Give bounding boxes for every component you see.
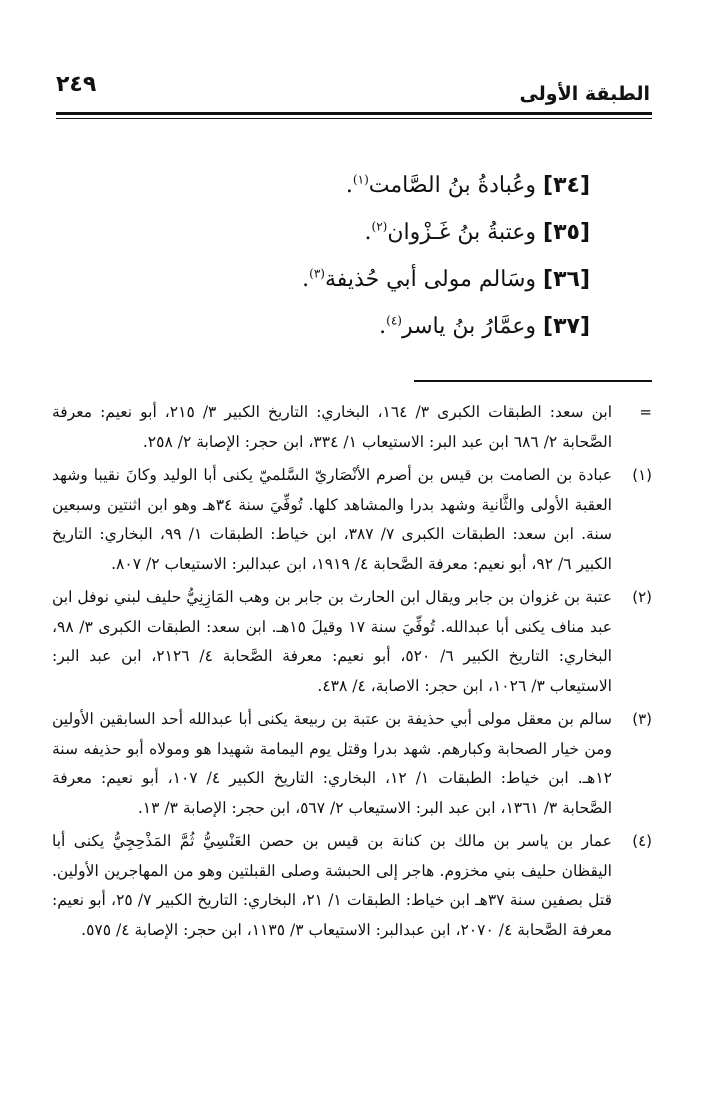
footnotes bbox=[52, 398, 652, 949]
entry-number: [٣٧] bbox=[543, 314, 590, 339]
entry-text: وعمَّارُ بنُ ياسر bbox=[401, 314, 537, 339]
footnote-ref[interactable]: (٤) bbox=[386, 313, 402, 328]
entry-number: [٣٤] bbox=[543, 173, 590, 198]
running-header-title: الطبقة الأولى bbox=[519, 83, 650, 105]
footnote-text: عبادة بن الصامت بن قيس بن أصرم الأنْصَاريّ السَّلميّ يكنى أبا الوليد وكانَ نقيبا وشهد العقبة الأولى والثَّانية وشهد بدرا والمشاهد كلها. تُوفِّيَ سنة ٣٤هـ وهو ابن اثنتين وسبعين سنة. ابن سعد: الطبقات الكبرى ٧/ ٣٨٧، ابن خياط: الطبقات ١/ ٩٩، البخاري: التاريخ الكبير ٦/ ٩٢، أبو نعيم: معرفة الصَّحابة ٤/ ١٩١٩، ابن عبدالبر: الاستيعاب ٢/ ٨٠٧. bbox=[52, 466, 612, 573]
footnote-ref[interactable]: (٢) bbox=[371, 219, 388, 234]
entry-number: [٣٦] bbox=[543, 267, 590, 292]
footnote-text: سالم بن معقل مولى أبي حذيفة بن عتبة بن ربيعة يكنى أبا عبدالله أحد السابقين الأولين ومن خيار الصحابة وكبارهم. شهد بدرا وقتل يوم اليمامة شهيدا هو ومولاه أبو حذيفه سنة ١٢هـ. ابن خياط: الطبقات ١/ ١٢، البخاري: التاريخ الكبير ٤/ ١٠٧، أبو نعيم: معرفة الصَّحابة ٣/ ١٣٦١، ابن عبد البر: الاستيعاب ٢/ ٥٦٧، ابن حجر: الإصابة ٣/ ١٣. bbox=[52, 710, 612, 817]
footnote-1 bbox=[52, 461, 652, 579]
footnote-label: = bbox=[639, 403, 652, 421]
footnote-ref[interactable]: (٣) bbox=[309, 266, 325, 281]
entry-text: وعُبادةُ بنُ الصَّامت bbox=[368, 173, 537, 198]
footnote-label: (١) bbox=[632, 466, 652, 484]
header-rule bbox=[56, 112, 652, 119]
footnote-label: (٣) bbox=[632, 710, 652, 728]
entry-34: [٣٤] وعُبادةُ بنُ الصَّامت$^{(١)}$. bbox=[345, 172, 590, 198]
footnote-text: ابن سعد: الطبقات الكبرى ٣/ ١٦٤، البخاري: التاريخ الكبير ٣/ ٢١٥، أبو نعيم: معرفة الصَّحابة ٢/ ٦٨٦ ابن عبد البر: الاستيعاب ١/ ٣٣٤، ابن حجر: الإصابة ٢/ ٢٥٨. bbox=[52, 403, 612, 451]
footnote-text: عتبة بن غزوان بن جابر ويقال ابن الحارث بن جابر بن وهب المَازِنِيُّ حليف لبني نوفل ابن عبد مناف يكنى أبا عبدالله. تُوفِّيَ سنة ١٧ وقيلَ ١٥هـ. ابن سعد: الطبقات الكبرى ٣/ ٩٨، البخاري: التاريخ الكبير ٦/ ٥٢٠، أبو نعيم: معرفة الصَّحابة ٤/ ٢١٢٦، ابن عبد البر: الاستيعاب ٣/ ١٠٢٦، ابن حجر: الاصابة، ٤/ ٤٣٨. bbox=[52, 588, 613, 695]
footnote-text: عمار بن ياسر بن مالك بن كنانة بن قيس بن حصن العَنْسِيُّ ثُمَّ المَذْحِجِيُّ يكنى أبا اليقظان حليف بني مخزوم. هاجر إلى الحبشة وصلى القبلتين وهو من المهاجرين الأولين. قتل بصفين سنة ٣٧هـ ابن خياط: الطبقات ١/ ٢١، البخاري: التاريخ الكبير ٧/ ٢٥، أبو نعيم: معرفة الصَّحابة ٤/ ٢٠٧٠، ابن عبدالبر: الاستيعاب ٣/ ١١٣٥، ابن حجر: الإصابة ٤/ ٥٧٥. bbox=[52, 832, 612, 939]
footnote-3 bbox=[52, 705, 652, 823]
entry-36: [٣٦] وسَالم مولى أبي حُذيفة$^{(٣)}$. bbox=[302, 266, 590, 292]
footnote-separator bbox=[414, 380, 652, 382]
entry-text: وسَالم مولى أبي حُذيفة bbox=[324, 267, 537, 292]
footnote-ref[interactable]: (١) bbox=[352, 172, 369, 187]
footnote-label: (٤) bbox=[632, 832, 652, 850]
entry-37: [٣٧] وعمَّارُ بنُ ياسر$^{(٤)}$. bbox=[379, 313, 590, 339]
entry-number: [٣٥] bbox=[543, 220, 590, 245]
footnote-label: (٢) bbox=[632, 588, 652, 606]
entry-35: [٣٥] وعتبةُ بنُ غَـزْوان$^{(٢)}$. bbox=[364, 219, 590, 245]
entry-text: وعتبةُ بنُ غَـزْوان bbox=[387, 220, 537, 245]
narrator-entries bbox=[130, 168, 590, 356]
footnote-4 bbox=[52, 827, 652, 945]
page-number: ٢٤٩ bbox=[56, 72, 97, 97]
footnote-2 bbox=[52, 583, 652, 701]
footnote-continued bbox=[52, 398, 652, 457]
